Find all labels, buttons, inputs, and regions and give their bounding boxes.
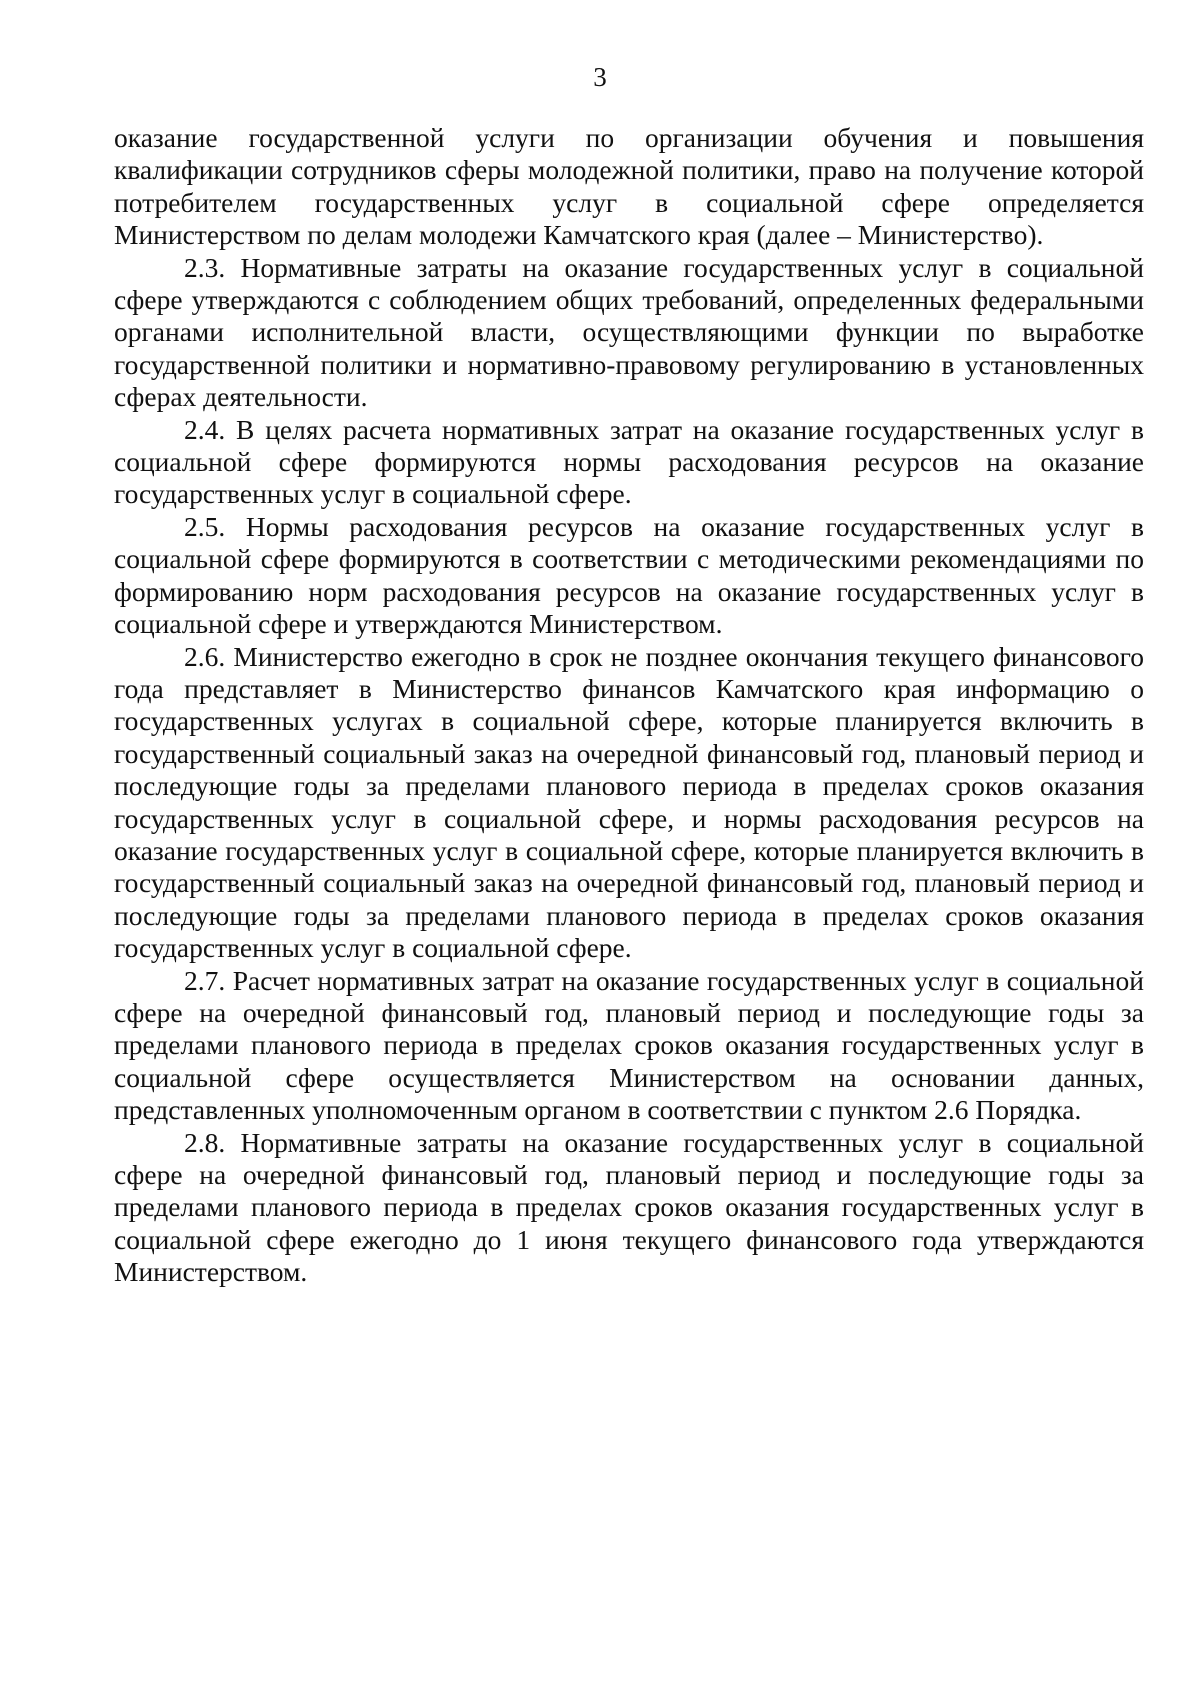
paragraph-2-8: 2.8. Нормативные затраты на оказание государственных услуг в социальной сфере на очередной финансовый год, плановый период и последующие годы за пределами планового периода в пределах сроков оказания государственных услуг в социальной сфере ежегодно до 1 июня текущего финансового года утверждаются Министерством. xyxy=(114,1126,1144,1288)
page-number: 3 xyxy=(593,62,607,92)
paragraph-2-7: 2.7. Расчет нормативных затрат на оказание государственных услуг в социальной сфере на очередной финансовый год, плановый период и последующие годы за пределами планового периода в пределах сроков оказания государственных услуг в социальной сфере осуществляется Министерством на основании данных, представленных уполномоченным органом в соответствии с пунктом 2.6 Порядка. xyxy=(114,964,1144,1126)
document-body xyxy=(114,122,1144,1289)
paragraph-2-3: 2.3. Нормативные затраты на оказание государственных услуг в социальной сфере утверждаются с соблюдением общих требований, определенных федеральными органами исполнительной власти, осуществляющими функции по выработке государственной политики и нормативно-правовому регулированию в установленных сферах деятельности. xyxy=(114,251,1144,413)
paragraph-2-6: 2.6. Министерство ежегодно в срок не позднее окончания текущего финансового года представляет в Министерство финансов Камчатского края информацию о государственных услугах в социальной сфере, которые планируется включить в государственный социальный заказ на очередной финансовый год, плановый период и последующие годы за пределами планового периода в пределах сроков оказания государственных услуг в социальной сфере, и нормы расходования ресурсов на оказание государственных услуг в социальной сфере, которые планируется включить в государственный социальный заказ на очередной финансовый год, плановый период и последующие годы за пределами планового периода в пределах сроков оказания государственных услуг в социальной сфере. xyxy=(114,640,1144,964)
paragraph-2-5: 2.5. Нормы расходования ресурсов на оказание государственных услуг в социальной сфере формируются в соответствии с методическими рекомендациями по формированию норм расходования ресурсов на оказание государственных услуг в социальной сфере и утверждаются Министерством. xyxy=(114,510,1144,640)
paragraph-continuation: оказание государственной услуги по организации обучения и повышения квалификации сотрудников сферы молодежной политики, право на получение которой потребителем государственных услуг в социальной сфере определяется Министерством по делам молодежи Камчатского края (далее – Министерство). xyxy=(114,122,1144,251)
paragraph-2-4: 2.4. В целях расчета нормативных затрат на оказание государственных услуг в социальной сфере формируются нормы расходования ресурсов на оказание государственных услуг в социальной сфере. xyxy=(114,413,1144,510)
